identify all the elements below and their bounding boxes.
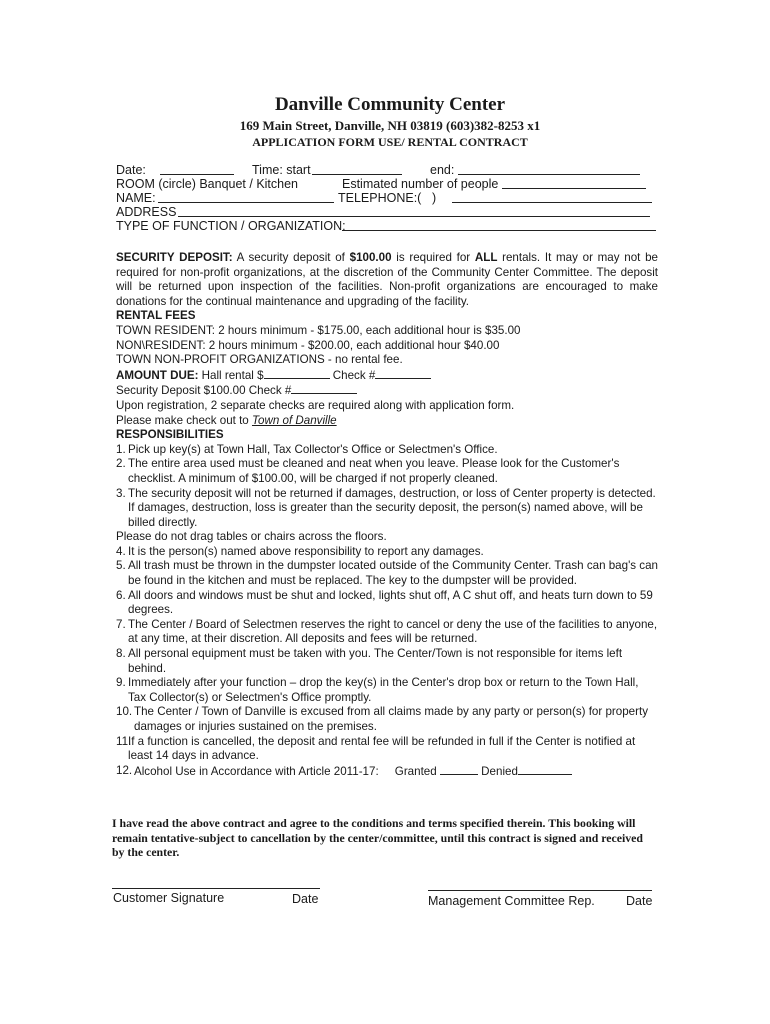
- customer-signature-label: Customer Signature: [113, 891, 225, 905]
- center-address: 169 Main Street, Danville, NH 03819 (603)382-8253 x1: [239, 118, 541, 133]
- alcohol-granted-field[interactable]: [440, 764, 478, 775]
- date-label: Date:: [116, 163, 146, 177]
- customer-signature-line[interactable]: [112, 888, 320, 889]
- telephone-field[interactable]: [452, 191, 652, 203]
- list-item: 4. It is the person(s) named above responsibility to report any damages.: [116, 544, 484, 558]
- list-item: 5. All trash must be thrown in the dumpster located outside of the Community Center. Trash can bag's can be found in the kitchen and must be replaced. The key to the dumpster will be provided.: [116, 559, 659, 588]
- telephone-label: TELEPHONE:(: [338, 191, 422, 205]
- telephone-paren: ): [432, 191, 437, 205]
- name-label: NAME:: [116, 191, 156, 205]
- list-item: 10. The Center / Town of Danville is excused from all claims made by any party or person(s) for property damages or injuries sustained on the premises.: [116, 705, 648, 733]
- function-label: TYPE OF FUNCTION / ORGANIZATION:: [116, 219, 346, 233]
- security-heading: SECURITY DEPOSIT:: [116, 251, 233, 264]
- time-start-label: Time: start: [252, 163, 311, 177]
- list-item: 3. The security deposit will not be returned if damages, destruction, or loss of Center property is detected. If damages, destruction, loss is greater than the security deposit, the person(s) named above, will be billed directly.: [116, 486, 656, 529]
- security-check-field[interactable]: [291, 383, 357, 394]
- management-date-label: Date: [626, 894, 653, 908]
- form-title: APPLICATION FORM USE/ RENTAL CONTRACT: [252, 135, 528, 149]
- center-title: Danville Community Center: [274, 94, 506, 115]
- applicant-fields: [116, 163, 656, 233]
- address-label: ADDRESS: [116, 205, 177, 219]
- list-item: 7. The Center / Board of Selectmen reserves the right to cancel or deny the use of the facilities to anyone, at any time, at their discretion. All deposits and fees will be returned.: [116, 617, 658, 646]
- list-item: 8. All personal equipment must be taken with you. The Center/Town is not responsible for items left behind.: [116, 647, 623, 675]
- estimated-people-label: Estimated number of people: [342, 177, 499, 191]
- function-field[interactable]: [342, 219, 656, 231]
- alcohol-denied-field[interactable]: [518, 764, 572, 775]
- payable-to: Town of Danville: [251, 413, 337, 427]
- contract-body: [116, 251, 658, 779]
- estimated-people-field[interactable]: [502, 177, 646, 189]
- security-check-line: Security Deposit $100.00 Check #: [116, 383, 658, 399]
- customer-date-label: Date: [292, 892, 319, 906]
- time-end-field[interactable]: [458, 163, 640, 175]
- nonresident-fee: NON\RESIDENT: 2 hours minimum - $200.00, each additional hour $40.00: [116, 338, 500, 352]
- management-signature-line[interactable]: [428, 890, 652, 891]
- room-label: ROOM (circle) Banquet / Kitchen: [116, 177, 299, 191]
- floors-note: Please do not drag tables or chairs across the floors.: [116, 530, 387, 544]
- responsibilities-list-1: [116, 443, 658, 531]
- time-start-field[interactable]: [312, 163, 402, 175]
- list-item: 1. Pick up key(s) at Town Hall, Tax Collector's Office or Selectmen's Office.: [116, 442, 498, 456]
- responsibilities-list-2: [116, 545, 658, 780]
- end-label: end:: [430, 163, 455, 177]
- amount-due-line: AMOUNT DUE: Hall rental $ Check #: [116, 368, 658, 384]
- date-field[interactable]: [160, 163, 234, 175]
- alcohol-use-item: 12. Alcohol Use in Accordance with Article 2011-17: Granted Denied: [116, 764, 658, 780]
- payable-line: Please make check out to Town of Danville: [116, 413, 337, 427]
- amount-due-heading: AMOUNT DUE:: [116, 368, 199, 382]
- list-item: 11. If a function is cancelled, the deposit and rental fee will be refunded in full if the Center is notified at least 14 days in advance.: [116, 734, 636, 763]
- registration-note: Upon registration, 2 separate checks are required along with application form.: [116, 398, 515, 412]
- responsibilities-heading: RESPONSIBILITIES: [116, 428, 224, 442]
- rental-fees-heading: RENTAL FEES: [116, 309, 196, 323]
- address-field[interactable]: [178, 205, 650, 217]
- agreement-statement: I have read the above contract and agree to the conditions and terms specified therein. This booking will remain tentative-subject to cancellation by the center/committee, until this contract is signed and received by the center.: [112, 816, 643, 859]
- list-item: 9. Immediately after your function – drop the key(s) in the Center's drop box or return to the Town Hall, Tax Collector(s) or Selectmen's Office promptly.: [116, 676, 639, 704]
- name-field[interactable]: [158, 191, 334, 203]
- security-deposit-paragraph: SECURITY DEPOSIT: A security deposit of $100.00 is required for ALL rentals. It may or may not be required for non-profit organizations, at the discretion of the Community Center Committee. The deposit will be returned upon inspection of the facilities. Non-profit organizations are encouraged to make donations for the continual maintenance and upgrading of the facility.: [116, 251, 658, 308]
- hall-check-field[interactable]: [375, 368, 431, 379]
- list-item: 6. All doors and windows must be shut and locked, lights shut off, A C shut off, and heats turn down to 59 degrees.: [116, 588, 653, 617]
- resident-fee: TOWN RESIDENT: 2 hours minimum - $175.00, each additional hour is $35.00: [116, 323, 521, 337]
- list-item: 2. The entire area used must be cleaned and neat when you leave. Please look for the Customer's checklist. A minimum of $100.00, will be charged if not properly cleaned.: [116, 457, 620, 485]
- hall-rental-field[interactable]: [264, 368, 330, 379]
- management-rep-label: Management Committee Rep.: [428, 894, 595, 908]
- nonprofit-fee: TOWN NON-PROFIT ORGANIZATIONS - no rental fee.: [116, 353, 403, 367]
